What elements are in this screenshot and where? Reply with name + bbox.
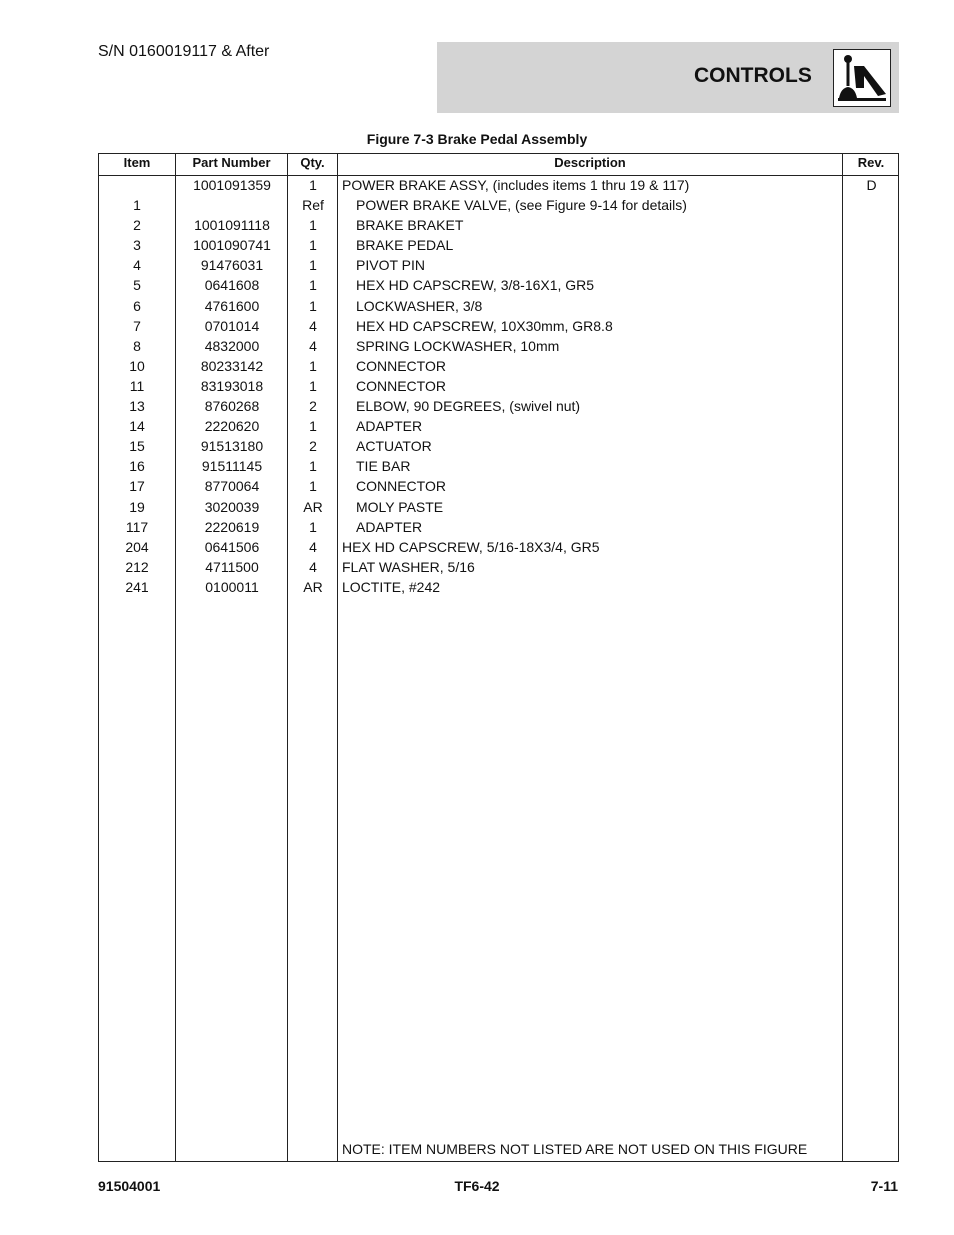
item-cell: 212 bbox=[125, 558, 149, 575]
table-body bbox=[99, 175, 898, 597]
qty-cell: 1 bbox=[309, 377, 317, 394]
item-cell: 2 bbox=[133, 217, 141, 234]
table-row bbox=[99, 336, 898, 356]
table-note: NOTE: ITEM NUMBERS NOT LISTED ARE NOT USED ON THIS FIGURE bbox=[342, 1141, 808, 1157]
item-cell: 5 bbox=[133, 277, 141, 294]
qty-cell: 1 bbox=[309, 418, 317, 435]
footer-page-number: 7-11 bbox=[870, 1178, 898, 1194]
table-row bbox=[99, 275, 898, 295]
item-cell: 1 bbox=[133, 197, 141, 214]
description-cell: TIE BAR bbox=[356, 458, 411, 475]
item-cell: 241 bbox=[125, 578, 149, 595]
description-cell: CONNECTOR bbox=[356, 478, 446, 495]
qty-cell: 1 bbox=[309, 458, 317, 475]
part-number-cell: 91513180 bbox=[200, 438, 264, 455]
item-cell: 14 bbox=[129, 418, 145, 435]
item-cell: 117 bbox=[125, 518, 149, 535]
description-cell: HEX HD CAPSCREW, 10X30mm, GR8.8 bbox=[356, 317, 613, 334]
part-number-cell: 8770064 bbox=[204, 478, 260, 495]
qty-cell: 1 bbox=[309, 518, 317, 535]
qty-cell: 1 bbox=[309, 357, 317, 374]
table-row bbox=[99, 255, 898, 275]
table-row bbox=[99, 577, 898, 597]
qty-cell: 1 bbox=[309, 257, 317, 274]
table-row bbox=[99, 497, 898, 517]
item-cell: 16 bbox=[129, 458, 145, 475]
item-cell: 13 bbox=[129, 398, 145, 415]
item-cell: 11 bbox=[129, 377, 145, 394]
table-row bbox=[99, 436, 898, 456]
part-number-cell: 0100011 bbox=[205, 578, 259, 595]
part-number-cell: 0641608 bbox=[204, 277, 260, 294]
table-row bbox=[99, 517, 898, 537]
qty-cell: 1 bbox=[309, 277, 317, 294]
part-number-cell: 0701014 bbox=[204, 317, 260, 334]
qty-cell: 1 bbox=[309, 478, 317, 495]
part-number-cell: 91476031 bbox=[200, 257, 264, 274]
description-cell: PIVOT PIN bbox=[356, 257, 425, 274]
item-cell: 3 bbox=[133, 237, 141, 254]
part-number-cell: 1001090741 bbox=[193, 237, 271, 254]
part-number-cell: 2220620 bbox=[204, 418, 260, 435]
qty-cell: 4 bbox=[309, 538, 317, 555]
rev-cell: D bbox=[866, 177, 877, 193]
item-cell: 6 bbox=[133, 297, 141, 314]
part-number-cell: 4832000 bbox=[204, 337, 260, 354]
description-cell: LOCTITE, #242 bbox=[342, 578, 441, 595]
description-cell: ELBOW, 90 DEGREES, (swivel nut) bbox=[356, 398, 581, 415]
table-row bbox=[99, 195, 898, 215]
description-cell: ADAPTER bbox=[356, 518, 423, 535]
item-cell: 15 bbox=[129, 438, 145, 455]
qty-cell: 2 bbox=[309, 438, 317, 455]
header-description: Description bbox=[554, 155, 626, 170]
part-number-cell: 1001091359 bbox=[193, 177, 271, 193]
item-cell: 19 bbox=[129, 498, 145, 515]
joystick-icon bbox=[833, 49, 891, 107]
item-cell: 204 bbox=[125, 538, 149, 555]
table-row bbox=[99, 296, 898, 316]
part-number-cell: 91511145 bbox=[201, 458, 263, 475]
qty-cell: 4 bbox=[309, 317, 317, 334]
qty-cell: 4 bbox=[309, 337, 317, 354]
description-cell: CONNECTOR bbox=[356, 377, 446, 394]
header-rev: Rev. bbox=[857, 155, 885, 170]
serial-number: S/N 0160019117 & After bbox=[98, 43, 270, 60]
item-cell: 17 bbox=[129, 478, 145, 495]
header-qty: Qty. bbox=[300, 155, 325, 170]
part-number-cell: 8760268 bbox=[204, 398, 260, 415]
description-cell: HEX HD CAPSCREW, 5/16-18X3/4, GR5 bbox=[342, 538, 600, 555]
qty-cell: AR bbox=[303, 498, 323, 515]
qty-cell: 1 bbox=[309, 177, 317, 193]
parts-table bbox=[98, 153, 899, 1162]
table-row bbox=[99, 396, 898, 416]
table-row bbox=[99, 235, 898, 255]
part-number-cell: 4761600 bbox=[204, 297, 260, 314]
part-number-cell: 80233142 bbox=[200, 357, 264, 374]
description-cell: FLAT WASHER, 5/16 bbox=[342, 558, 475, 575]
description-cell: HEX HD CAPSCREW, 3/8-16X1, GR5 bbox=[356, 277, 595, 294]
qty-cell: 1 bbox=[309, 297, 317, 314]
item-cell: 4 bbox=[133, 257, 141, 274]
footer-doc-number: 91504001 bbox=[98, 1178, 161, 1194]
table-row bbox=[99, 376, 898, 396]
description-cell: MOLY PASTE bbox=[356, 498, 444, 515]
qty-cell: 2 bbox=[309, 398, 317, 415]
part-number-cell: 2220619 bbox=[204, 518, 260, 535]
description-cell: LOCKWASHER, 3/8 bbox=[356, 297, 483, 314]
qty-cell: 4 bbox=[309, 558, 317, 575]
part-number-cell: 1001091118 bbox=[194, 217, 270, 234]
table-row bbox=[99, 316, 898, 336]
table-row bbox=[99, 537, 898, 557]
description-cell: POWER BRAKE ASSY, (includes items 1 thru 19 & 117) bbox=[342, 177, 690, 193]
description-cell: ADAPTER bbox=[356, 418, 423, 435]
part-number-cell: 83193018 bbox=[200, 377, 264, 394]
qty-cell: 1 bbox=[309, 237, 317, 254]
table-row bbox=[99, 215, 898, 235]
part-number-cell: 0641506 bbox=[204, 538, 260, 555]
qty-cell: 1 bbox=[309, 217, 317, 234]
table-row bbox=[99, 356, 898, 376]
table-row bbox=[99, 456, 898, 476]
item-cell: 8 bbox=[133, 337, 141, 354]
description-cell: ACTUATOR bbox=[356, 438, 432, 455]
description-cell: POWER BRAKE VALVE, (see Figure 9-14 for details) bbox=[356, 197, 687, 214]
section-banner bbox=[437, 42, 899, 113]
table-row bbox=[99, 557, 898, 577]
qty-cell: Ref bbox=[302, 197, 324, 214]
description-cell: BRAKE BRAKET bbox=[356, 217, 464, 234]
part-number-cell: 4711500 bbox=[205, 558, 259, 575]
table-row bbox=[99, 175, 898, 195]
item-cell: 10 bbox=[129, 357, 145, 374]
qty-cell: AR bbox=[303, 578, 323, 595]
part-number-cell: 3020039 bbox=[204, 498, 260, 515]
description-cell: BRAKE PEDAL bbox=[356, 237, 454, 254]
table-row bbox=[99, 416, 898, 436]
item-cell: 7 bbox=[133, 317, 141, 334]
description-cell: CONNECTOR bbox=[356, 357, 446, 374]
footer-code: TF6-42 bbox=[454, 1178, 500, 1194]
header-item: Item bbox=[123, 155, 151, 170]
table-row bbox=[99, 476, 898, 496]
figure-title: Figure 7-3 Brake Pedal Assembly bbox=[366, 131, 588, 147]
description-cell: SPRING LOCKWASHER, 10mm bbox=[356, 337, 560, 354]
header-part-number: Part Number bbox=[192, 155, 271, 170]
section-title: CONTROLS bbox=[694, 64, 812, 87]
